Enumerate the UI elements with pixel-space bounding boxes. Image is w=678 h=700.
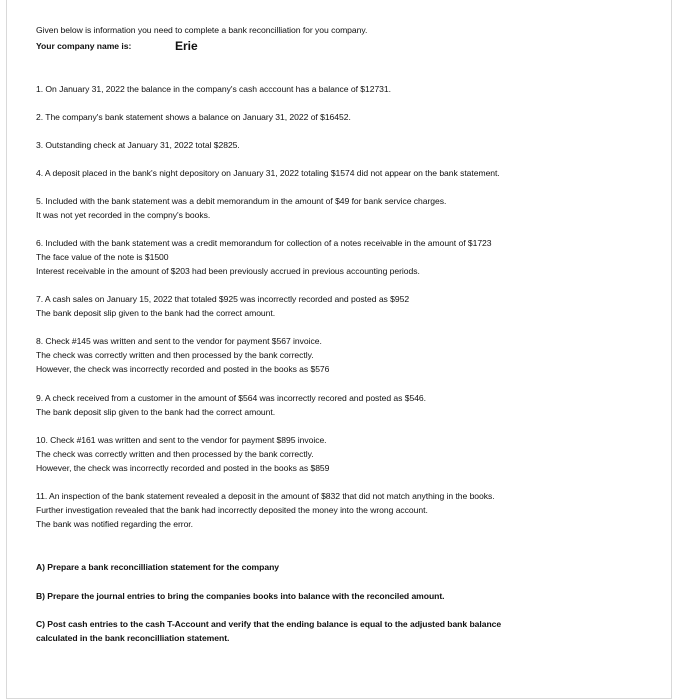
item-7-line-1: 7. A cash sales on January 15, 2022 that totaled $925 was incorrectly recorded and posted as $952 (36, 294, 410, 304)
item-10-line-3: However, the check was incorrectly recorded and posted in the books as $859 (36, 463, 330, 473)
item-11-line-1: 11. An inspection of the bank statement revealed a deposit in the amount of $832 that did not match anything in the books. (36, 491, 495, 501)
item-11-line-3: The bank was notified regarding the error. (36, 519, 193, 529)
item-10-line-2: The check was correctly written and then processed by the bank correctly. (36, 449, 314, 459)
task-a: A) Prepare a bank reconcilliation statement for the company (36, 562, 279, 572)
item-10-line-1: 10. Check #161 was written and sent to the vendor for payment $895 invoice. (36, 435, 327, 445)
item-8-line-2: The check was correctly written and then processed by the bank correctly. (36, 350, 314, 360)
item-7-line-2: The bank deposit slip given to the bank had the correct amount. (36, 308, 276, 318)
intro-text: Given below is information you need to complete a bank reconcilliation for you company. (36, 25, 368, 35)
item-8-line-1: 8. Check #145 was written and sent to the vendor for payment $567 invoice. (36, 336, 322, 346)
item-2: 2. The company's bank statement shows a balance on January 31, 2022 of $16452. (36, 112, 351, 122)
task-b: B) Prepare the journal entries to bring the companies books into balance with the reconciled amount. (36, 591, 445, 601)
item-4: 4. A deposit placed in the bank's night depository on January 31, 2022 totaling $1574 did not appear on the bank statement. (36, 168, 500, 178)
item-8-line-3: However, the check was incorrectly recorded and posted in the books as $576 (36, 364, 330, 374)
item-5-line-2: It was not yet recorded in the compny's books. (36, 210, 211, 220)
company-label: Your company name is: (36, 41, 132, 51)
task-c-line-1: C) Post cash entries to the cash T-Account and verify that the ending balance is equal to the adjusted bank balance (36, 619, 502, 629)
item-3: 3. Outstanding check at January 31, 2022 total $2825. (36, 140, 240, 150)
item-5-line-1: 5. Included with the bank statement was a debit memorandum in the amount of $49 for bank service charges. (36, 196, 447, 206)
item-6-line-3: Interest receivable in the amount of $203 had been previously accrued in previous accounting periods. (36, 266, 420, 276)
item-9-line-1: 9. A check received from a customer in the amount of $564 was incorrectly recored and posted as $546. (36, 393, 427, 403)
item-11-line-2: Further investigation revealed that the bank had incorrectly deposited the money into the wrong account. (36, 505, 428, 515)
item-1: 1. On January 31, 2022 the balance in the company's cash acccount has a balance of $12731. (36, 84, 391, 94)
task-c-line-2: calculated in the bank reconcilliation statement. (36, 633, 230, 643)
company-name: Erie (175, 39, 198, 53)
item-9-line-2: The bank deposit slip given to the bank had the correct amount. (36, 407, 276, 417)
item-6-line-1: 6. Included with the bank statement was a credit memorandum for collection of a notes receivable in the amount of $1723 (36, 238, 492, 248)
item-6-line-2: The face value of the note is $1500 (36, 252, 169, 262)
